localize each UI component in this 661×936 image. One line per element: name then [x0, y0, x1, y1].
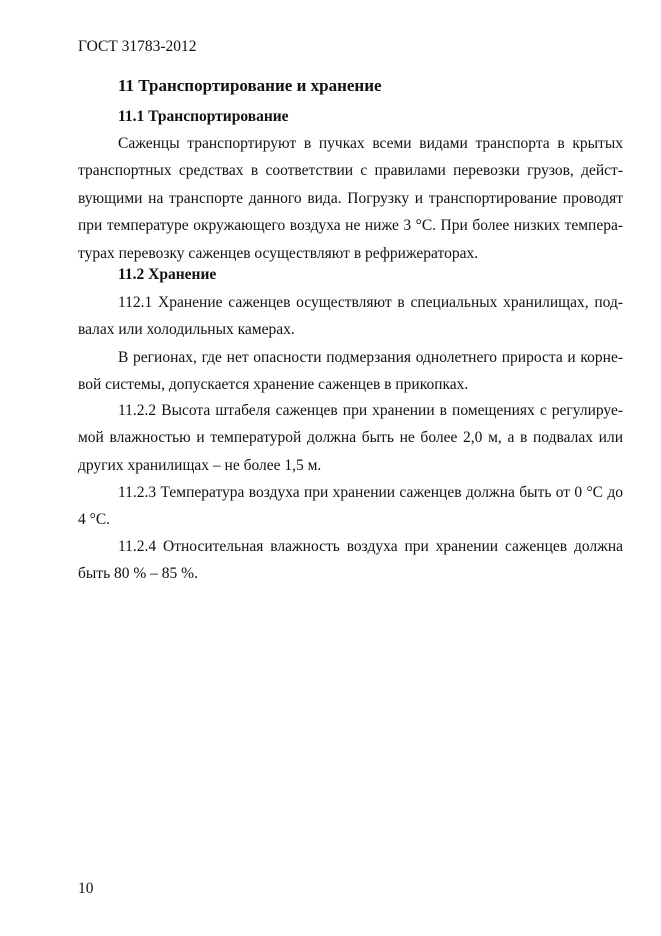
paragraph-storage-2 [78, 344, 623, 399]
document-code: ГОСТ 31783-2012 [78, 38, 197, 55]
text-line: вой системы, допускается хранение саженцев в прикопках. [78, 376, 469, 394]
paragraph-storage-1 [78, 289, 623, 344]
page-number: 10 [78, 880, 94, 897]
text-line: Саженцы транспортируют в пучках всеми видами транспорта в крытых [118, 135, 623, 152]
subsection-heading-transport: 11.1 Транспортирование [118, 108, 289, 125]
subsection-heading-storage: 11.2 Хранение [118, 266, 217, 283]
text-line: 11.2.4 Относительная влажность воздуха при хранении саженцев должна [118, 538, 623, 555]
text-line: турах перевозку саженцев осуществляют в рефрижераторах. [78, 244, 479, 262]
paragraph-storage-3 [78, 397, 623, 479]
text-line: 11.2.3 Температура воздуха при хранении саженцев должна быть от 0 °С до [118, 484, 623, 501]
text-line: 4 °С. [78, 511, 111, 529]
paragraph-storage-5 [78, 533, 623, 588]
text-line: 11.2.2 Высота штабеля саженцев при хранении в помещениях с регулируе- [118, 402, 623, 419]
text-line: валах или холодильных камерах. [78, 321, 295, 339]
text-line: В регионах, где нет опасности подмерзания однолетнего прироста и корне- [118, 349, 623, 366]
text-line: 112.1 Хранение саженцев осуществляют в специальных хранилищах, под- [118, 294, 623, 311]
text-line: мой влажностью и температурой должна быть не более 2,0 м, а в подвалах или [78, 429, 623, 447]
text-line: других хранилищах – не более 1,5 м. [78, 456, 322, 474]
text-line: при температуре окружающего воздуха не ниже 3 °С. При более низких темпера- [78, 217, 623, 235]
text-line: быть 80 % – 85 %. [78, 565, 198, 583]
section-title: 11 Транспортирование и хранение [118, 76, 382, 95]
text-line: вующими на транспорте данного вида. Погрузку и транспортирование проводят [78, 189, 623, 207]
paragraph-transport [78, 130, 623, 267]
text-line: транспортных средствах в соответствии с правилами перевозки грузов, дейст- [78, 162, 623, 180]
paragraph-storage-4 [78, 479, 623, 534]
